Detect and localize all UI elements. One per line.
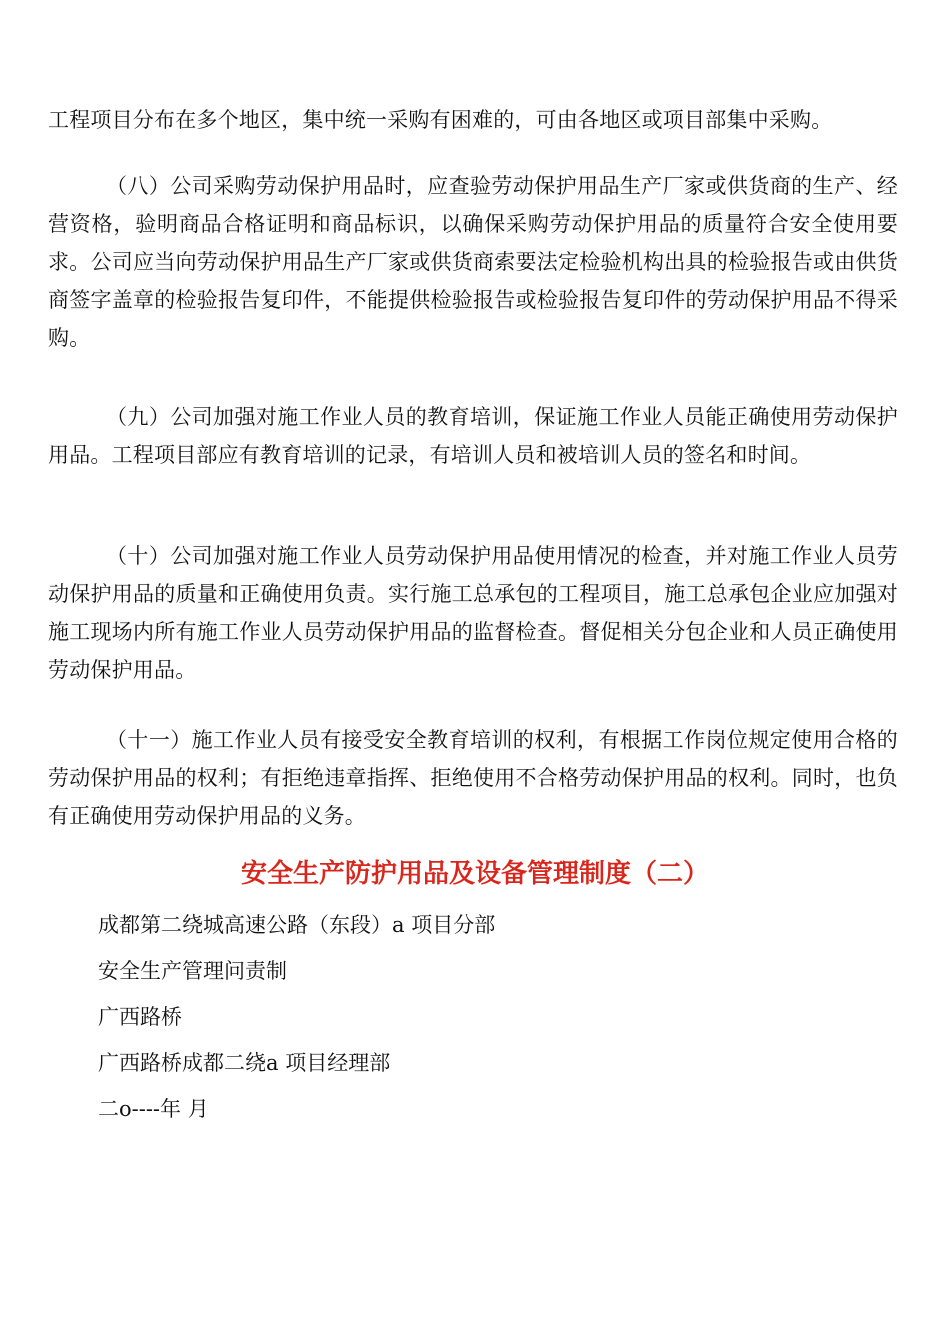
paragraph-item-9: （九）公司加强对施工作业人员的教育培训，保证施工作业人员能正确使用劳动保护用品。工程项目部应有教育培训的记录，有培训人员和被培训人员的签名和时间。 [48,405,898,467]
paragraph-item-10: （十）公司加强对施工作业人员劳动保护用品使用情况的检查，并对施工作业人员劳动保护用品的质量和正确使用负责。实行施工总承包的工程项目，施工总承包企业应加强对施工现场内所有施工作业人员劳动保护用品的监督检查。督促相关分包企业和人员正确使用劳动保护用品。 [48,544,898,682]
project-branch-line: 成都第二绕城高速公路（东段）a 项目分部 [98,913,496,937]
paragraph-item-8: （八）公司采购劳动保护用品时，应查验劳动保护用品生产厂家或供货商的生产、经营资格，验明商品合格证明和商品标识，以确保采购劳动保护用品的质量符合安全使用要求。公司应当向劳动保护用品生产厂家或供货商索要法定检验机构出具的检验报告或由供货商签字盖章的检验报告复印件，不能提供检验报告或检验报告复印件的劳动保护用品不得采购。 [48,174,898,350]
project-department-line: 广西路桥成都二绕a 项目经理部 [98,1051,391,1075]
paragraph-item-11: （十一）施工作业人员有接受安全教育培训的权利，有根据工作岗位规定使用合格的劳动保护用品的权利；有拒绝违章指挥、拒绝使用不合格劳动保护用品的权利。同时，也负有正确使用劳动保护用品的义务。 [48,728,898,828]
section-heading: 安全生产防护用品及设备管理制度（二） [240,859,709,889]
regulation-title-line: 安全生产管理问责制 [98,959,287,983]
company-name-line: 广西路桥 [98,1005,182,1029]
paragraph-procurement-regions: 工程项目分布在多个地区，集中统一采购有困难的，可由各地区或项目部集中采购。 [48,108,833,132]
date-line: 二o----年 月 [98,1097,209,1121]
